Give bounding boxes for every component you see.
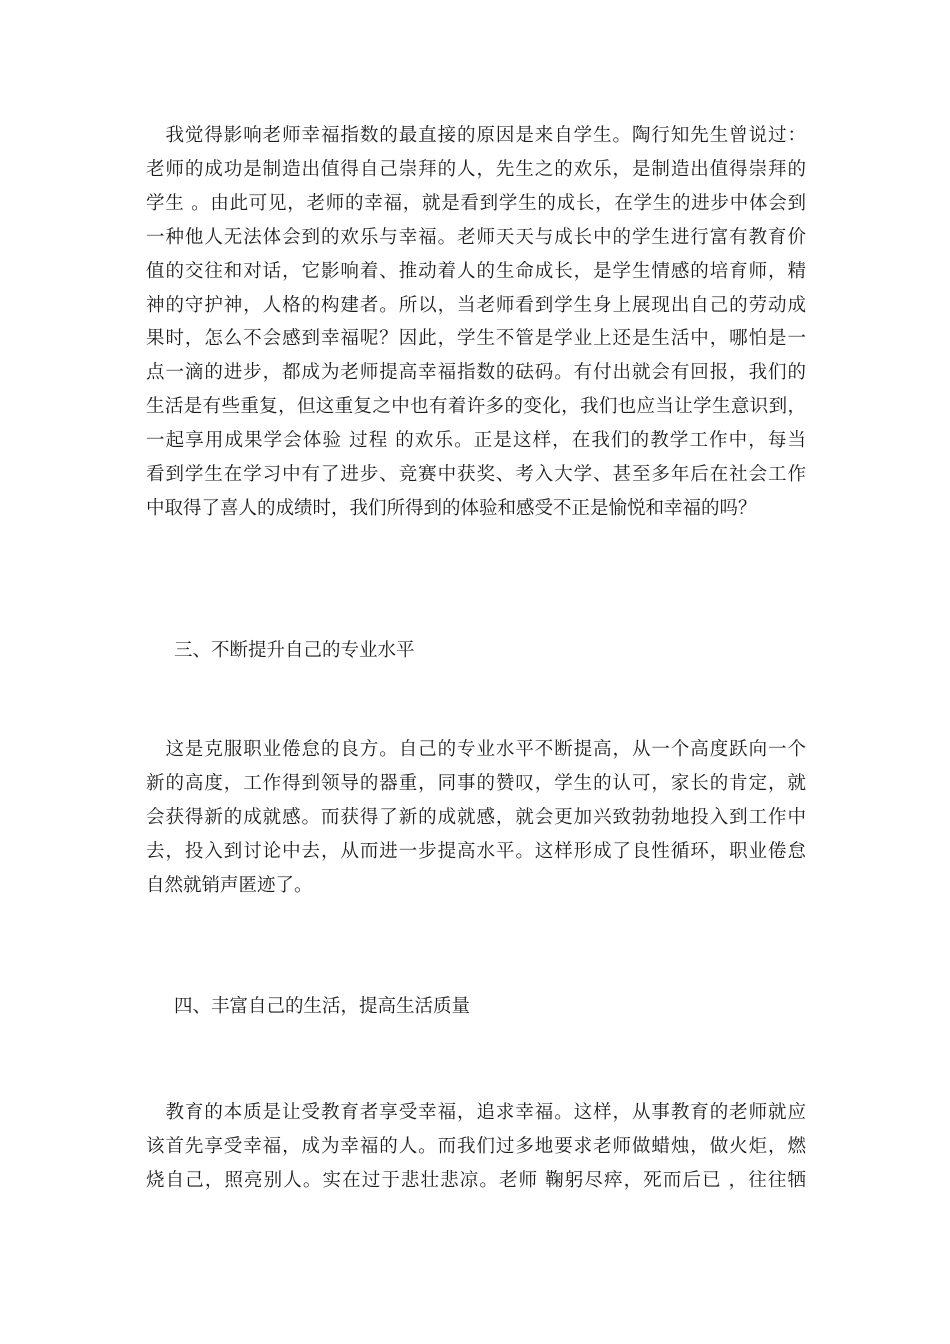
text-line: 果时，怎么不会感到幸福呢？因此，学生不管是学业上还是生活中，哪怕是一 (146, 328, 806, 350)
text-line: 学生 。由此可见，老师的幸福，就是看到学生的成长，在学生的进步中体会到 (146, 192, 806, 214)
section-heading-3: 三、不断提升自己的专业水平 (174, 640, 415, 661)
text-line: 该首先享受幸福，成为幸福的人。而我们过多地要求老师做蜡烛，做火炬，燃 (146, 1135, 806, 1157)
paragraph-student-happiness (146, 119, 806, 526)
text-line: 一起享用成果学会体验 过程 的欢乐。正是这样，在我们的教学工作中，每当 (146, 430, 806, 452)
text-line: 自然就销声匿迹了。 (146, 874, 313, 896)
text-line: 点一滴的进步，都成为老师提高幸福指数的砝码。有付出就会有回报，我们的 (146, 362, 806, 384)
section-heading-4: 四、丰富自己的生活，提高生活质量 (174, 996, 471, 1017)
text-line: 我觉得影响老师幸福指数的最直接的原因是来自学生。陶行知先生曾说过： (146, 125, 806, 146)
text-line: 神的守护神，人格的构建者。所以，当老师看到学生身上展现出自己的劳动成 (146, 294, 806, 316)
text-line: 值的交往和对话，它影响着、推动着人的生命成长，是学生情感的培育师，精 (146, 260, 806, 282)
text-line: 去，投入到讨论中去，从而进一步提高水平。这样形成了良性循环，职业倦怠 (146, 840, 806, 862)
paragraph-professional-level (146, 733, 806, 903)
paragraph-quality-of-life (146, 1096, 806, 1198)
text-line: 新的高度，工作得到领导的器重，同事的赞叹，学生的认可，家长的肯定，就 (146, 772, 806, 794)
text-line: 一种他人无法体会到的欢乐与幸福。老师天天与成长中的学生进行富有教育价 (146, 226, 806, 248)
text-line: 教育的本质是让受教育者享受幸福，追求幸福。这样，从事教育的老师就应 (146, 1102, 806, 1123)
text-line: 看到学生在学习中有了进步、竞赛中获奖、考入大学、甚至多年后在社会工作 (146, 464, 806, 486)
text-line: 生活是有些重复，但这重复之中也有着许多的变化，我们也应当让学生意识到， (146, 396, 806, 418)
text-line: 烧自己，照亮别人。实在过于悲壮悲凉。老师 鞠躬尽瘁，死而后已 ，往往牺 (146, 1169, 806, 1191)
text-line: 这是克服职业倦怠的良方。自己的专业水平不断提高，从一个高度跃向一个 (146, 739, 806, 760)
text-line: 老师的成功是制造出值得自己崇拜的人，先生之的欢乐，是制造出值得崇拜的 (146, 158, 806, 180)
text-line: 会获得新的成就感。而获得了新的成就感，就会更加兴致勃勃地投入到工作中 (146, 806, 806, 828)
text-line: 中取得了喜人的成绩时，我们所得到的体验和感受不正是愉悦和幸福的吗？ (146, 497, 757, 519)
